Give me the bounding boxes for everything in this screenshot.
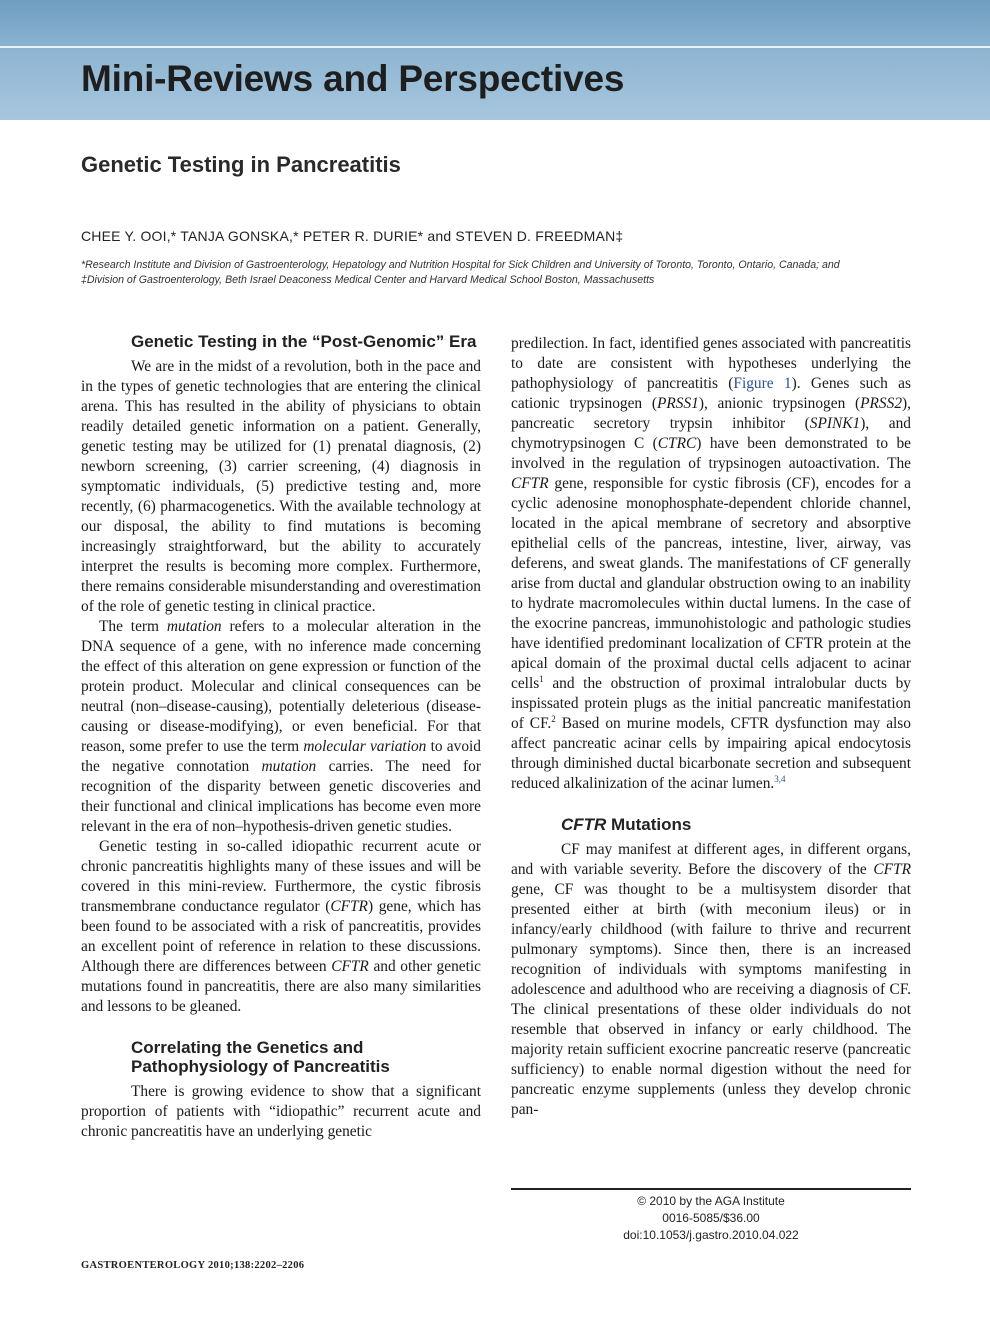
text-run: to avoid the negative connotation bbox=[81, 738, 481, 775]
article-title: Genetic Testing in Pancreatitis bbox=[81, 152, 401, 177]
journal-citation: GASTROENTEROLOGY 2010;138:2202–2206 bbox=[81, 1260, 305, 1271]
text-run: and the obstruction of proximal intralobular ducts by inspissated protein plugs as the initial pancreatic manifestation of CF. bbox=[511, 675, 911, 732]
italic-term: PRSS1 bbox=[656, 395, 699, 412]
italic-term: CFTR bbox=[561, 815, 607, 834]
italic-term: CFTR bbox=[511, 475, 549, 492]
copyright: © 2010 by the AGA Institute bbox=[637, 1194, 785, 1208]
text-run: carries. The need for recognition of the disparity between genetic discoveries and their functional and clinical implications has become even more relevant in the era of non–hypothesis-driven genetic studies. bbox=[81, 758, 482, 835]
italic-term: SPINK1 bbox=[809, 415, 861, 432]
text-run: gene, responsible for cystic fibrosis (CF), encodes for a cyclic adenosine monophosphate-dependent chloride channel, located in the apical membrane of secretory and absorptive epithelial cells of the pancreas, intestine, liver, airway, vas deferens, and sweat glands. The manifestations of CF generally arise from ductal and glandular obstruction owing to an inability to hydrate macromolecules within ductal lumens. In the case of the exocrine pancreas, immunohistologic and pathologic studies have identified predominant localization of CFTR protein at the apical domain of the proximal ductal cells adjacent to acinar cells bbox=[511, 475, 911, 692]
text-run: CF may manifest at different ages, in different organs, and with variable severity. Before the discovery of the bbox=[511, 841, 911, 878]
doi: doi:10.1053/j.gastro.2010.04.022 bbox=[623, 1228, 799, 1242]
text-run: ). Genes such as cationic trypsinogen ( bbox=[511, 375, 911, 412]
text-run: ), anionic trypsinogen ( bbox=[698, 395, 861, 412]
paragraph bbox=[81, 837, 481, 1017]
italic-term: CTRC bbox=[657, 435, 697, 452]
text-run: predilection. In fact, identified genes associated with pancreatitis to date are consistent with hypotheses underlying the pathophysiology of pancreatitis ( bbox=[511, 335, 911, 392]
text-run: We are in the midst of a revolution, both in the pace and in the types of genetic technologies that are entering the clinical arena. This has resulted in the ability of physicians to obtain readily detailed genetic information on a patient. Generally, genetic testing may be utilized for (1) prenatal diagnosis, (2) newborn screening, (3) carrier screening, (4) diagnosis in symptomatic individuals, (5) predictive testing and, more recently, (6) pharmacogenetics. With the available technology at our disposal, the ability to find mutations is becoming increasingly straightforward, but the ability to accurately interpret the results is becoming more complex. Furthermore, there remains considerable misunderstanding and overestimation of the role of genetic testing in clinical practice. bbox=[81, 358, 481, 615]
issn: 0016-5085/$36.00 bbox=[662, 1211, 760, 1225]
citation-ref: 1 bbox=[539, 673, 544, 684]
paragraph bbox=[81, 1082, 481, 1142]
heading-post-genomic: Genetic Testing in the “Post-Genomic” Era bbox=[131, 332, 477, 351]
paragraph bbox=[511, 840, 911, 1120]
spacer bbox=[81, 1017, 481, 1038]
left-column bbox=[81, 332, 481, 1142]
paragraph bbox=[81, 617, 481, 837]
italic-term: mutation bbox=[261, 758, 317, 775]
citation-ref: 2 bbox=[551, 713, 556, 724]
text-run: gene, CF was thought to be a multisystem disorder that presented either at birth (with meconium ileus) or in infancy/early childhood (with failure to thrive and recurrent pulmonary symptoms). Since then, there is an increased recognition of individuals with symptoms manifesting in adolescence and adulthood who are receiving a diagnosis of CF. The clinical presentations of these older individuals do not resemble that observed in infancy or early childhood. The majority retain sufficient exocrine pancreatic reserve (pancreatic sufficiency) to enable normal digestion without the need for pancreatic enzyme supplements (unless they develop chronic pan- bbox=[511, 881, 911, 1118]
right-column bbox=[511, 334, 911, 1120]
affiliation-1: *Research Institute and Division of Gastroenterology, Hepatology and Nutrition Hospital for Sick Children and University of Toronto, Toronto, Ontario, Canada; and bbox=[81, 259, 840, 271]
italic-term: PRSS2 bbox=[860, 395, 903, 412]
heading-cftr-mutations bbox=[561, 815, 911, 834]
paragraph bbox=[81, 357, 481, 617]
italic-term: CFTR bbox=[331, 958, 369, 975]
italic-term: CFTR bbox=[873, 861, 911, 878]
spacer bbox=[511, 794, 911, 815]
text-run: refers to a molecular alteration in the DNA sequence of a gene, with no inference made concerning the effect of this alteration on gene expression or function of the protein product. Molecular and clinical consequences can be neutral (non–disease-causing), potentially deleterious (disease-causing or disease-modifying), or even beneficial. For that reason, some prefer to use the term bbox=[81, 618, 482, 755]
text-run: There is growing evidence to show that a significant proportion of patients with “idiopathic” recurrent acute and chronic pancreatitis have an underlying genetic bbox=[81, 1083, 481, 1140]
figure-link[interactable]: Figure 1 bbox=[733, 375, 792, 392]
footer-rule bbox=[511, 1188, 911, 1190]
affiliation-2: ‡Division of Gastroenterology, Beth Israel Deaconess Medical Center and Harvard Medical School Boston, Massachusetts bbox=[81, 274, 655, 286]
text-run: Genetic testing in so-called idiopathic recurrent acute or chronic pancreatitis highlights many of these issues and will be covered in this mini-review. Furthermore, the cystic fibrosis transmembrane conductance regulator ( bbox=[81, 838, 481, 915]
italic-term: CFTR bbox=[330, 898, 368, 915]
text-run: ) gene, which has been found to be associated with a risk of pancreatitis, provides an excellent point of reference in relation to these discussions. Although there are differences between bbox=[81, 898, 481, 975]
heading-correlating: Correlating the Genetics and Pathophysiology of Pancreatitis bbox=[131, 1038, 390, 1076]
italic-term: mutation bbox=[166, 618, 222, 635]
heading-text: Mutations bbox=[606, 815, 692, 834]
text-run: Based on murine models, CFTR dysfunction may also affect pancreatic acinar cells by impairing apical endocytosis through diminished ductal bicarbonate secretion and subsequent reduced alkalinization of the acinar lumen. bbox=[511, 715, 911, 792]
paragraph bbox=[511, 334, 911, 794]
citation-link[interactable]: 3,4 bbox=[774, 773, 786, 784]
section-title: Mini-Reviews and Perspectives bbox=[81, 58, 625, 99]
banner-rule bbox=[0, 46, 990, 48]
text-run: The term bbox=[99, 618, 167, 635]
text-run: ), pancreatic secretory trypsin inhibitor ( bbox=[511, 395, 911, 432]
author-list: CHEE Y. OOI,* TANJA GONSKA,* PETER R. DURIE* and STEVEN D. FREEDMAN‡ bbox=[81, 228, 624, 244]
italic-term: molecular variation bbox=[303, 738, 427, 755]
text-run: ), and chymotrypsinogen C ( bbox=[511, 415, 911, 452]
text-run: ) have been demonstrated to be involved in the regulation of trypsinogen autoactivation. The bbox=[511, 435, 911, 472]
text-run: and other genetic mutations found in pancreatitis, there are also many similarities and lessons to be gleaned. bbox=[81, 958, 481, 1015]
